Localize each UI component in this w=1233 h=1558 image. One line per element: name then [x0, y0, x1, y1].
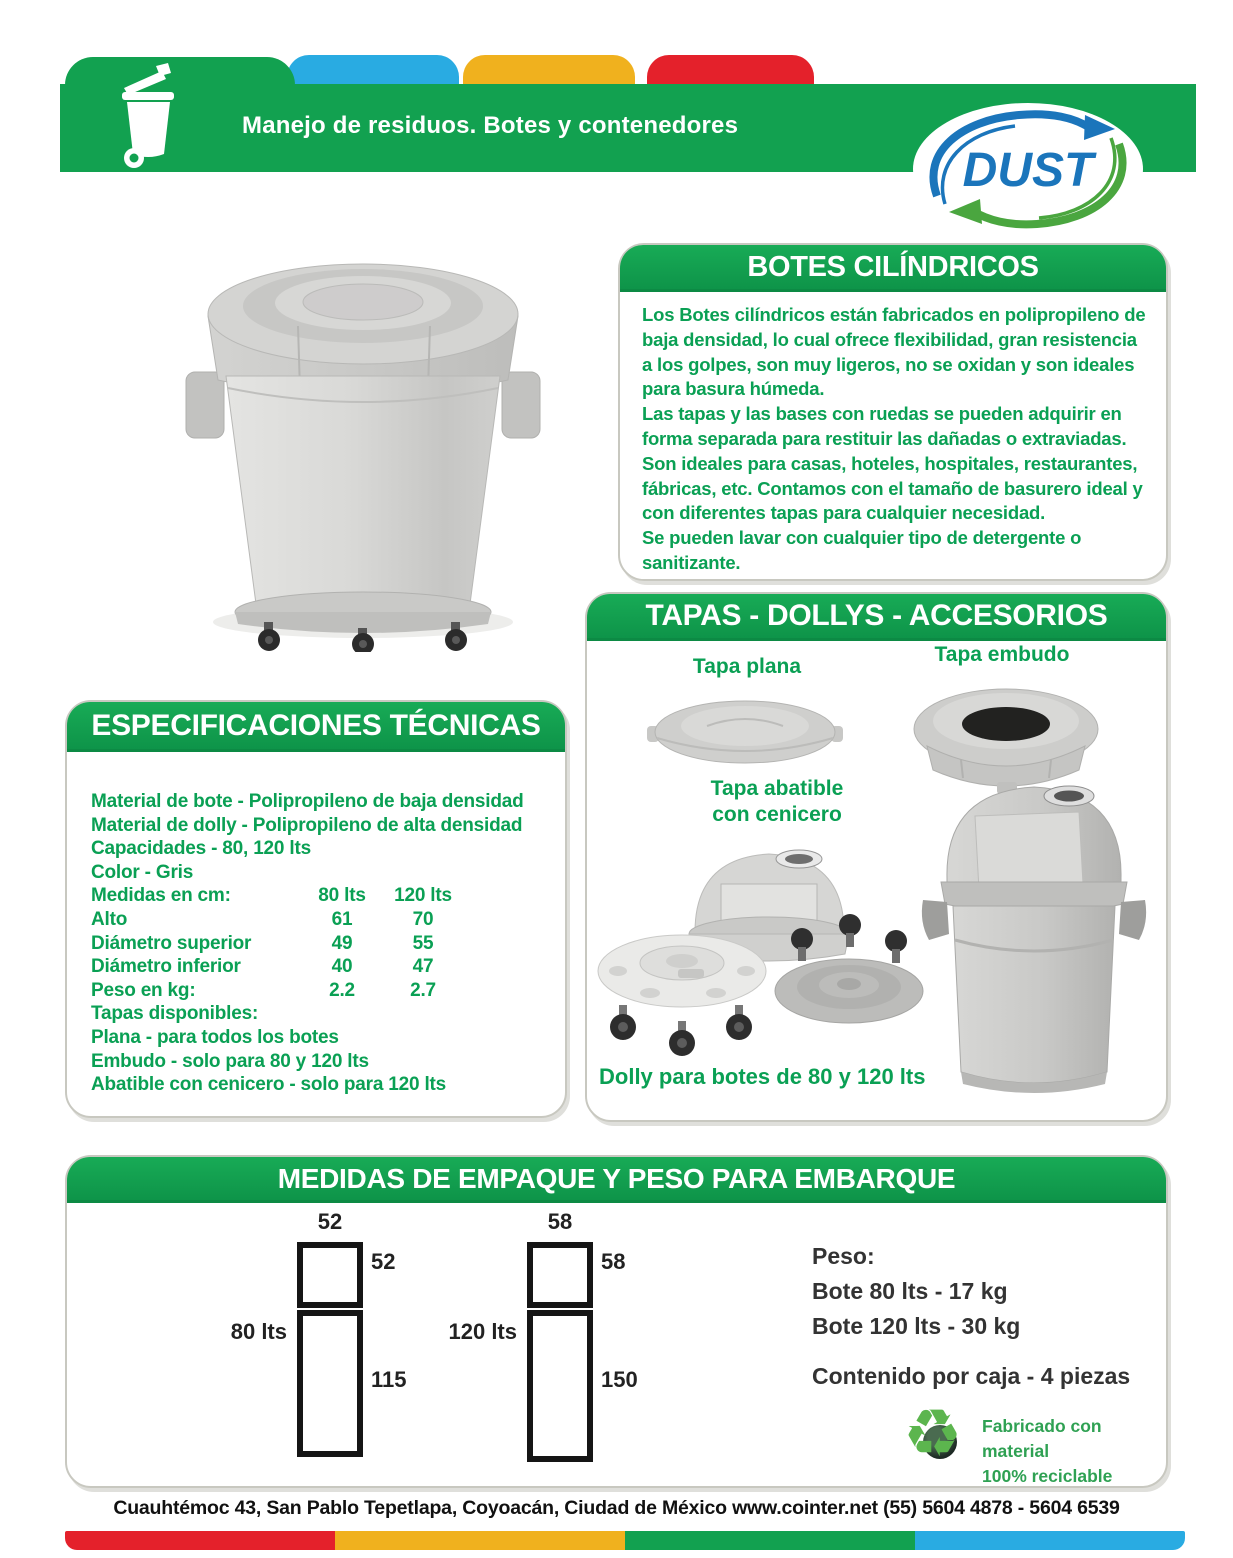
spec-table-row: Alto 61 70 [91, 908, 434, 930]
stripe-red [65, 1531, 335, 1550]
dust-logo-text: DUST [962, 144, 1094, 197]
medidas-empaque-panel [65, 1155, 1168, 1488]
dolly-white-image [592, 909, 772, 1082]
peso-title: Peso: [812, 1243, 875, 1269]
page-title: Manejo de residuos. Botes y contenedores [242, 112, 739, 139]
box2-lid-diagram [527, 1242, 593, 1308]
medidas-empaque-title: MEDIDAS DE EMPAQUE Y PESO PARA EMBARQUE [67, 1157, 1166, 1203]
spec-line: Material de bote - Polipropileno de baja densidad [91, 791, 524, 812]
box1-body-height: 115 [371, 1367, 407, 1392]
peso-line: Bote 120 lts - 30 kg [812, 1313, 1021, 1339]
especificaciones-body [67, 752, 565, 1097]
box1-capacity: 80 lts [230, 1319, 287, 1344]
spec-line: Plana - para todos los botes [91, 1026, 339, 1048]
box1-body-diagram [297, 1310, 363, 1457]
bote-con-tapa-abatible-image [917, 772, 1152, 1112]
cylindrical-bin-photo [148, 230, 578, 657]
spec-line: Tapas disponibles: [91, 1003, 259, 1025]
tapa-embudo-label: Tapa embudo [934, 643, 1070, 666]
botes-cilindricos-text [620, 292, 1166, 576]
box1-lid-diagram [297, 1242, 363, 1308]
stripe-green [625, 1531, 915, 1550]
tapas-dollys-panel [585, 592, 1168, 1122]
spec-line: Color - Gris [91, 861, 194, 883]
contenido-caja: Contenido por caja - 4 piezas [812, 1363, 1131, 1389]
tapa-plana-label: Tapa plana [692, 655, 802, 678]
paragraph: Los Botes cilíndricos están fabricados en polipropileno de baja densidad, lo cual ofrece flexibilidad, gran resistencia a los golpes, son muy ligeros, no se oxidan y son ideales para basura húmeda. [642, 304, 1146, 400]
tapa-abatible-label: Tapa abatible con cenicero [710, 777, 844, 826]
tapa-plana-image [645, 686, 845, 779]
box2-body-height: 150 [601, 1367, 638, 1392]
spec-table-header: Medidas en cm: 80 lts 120 lts [91, 885, 452, 907]
spec-line: Embudo - solo para 80 y 120 lts [91, 1050, 369, 1072]
box2-top-height: 58 [601, 1249, 626, 1274]
dolly-label: Dolly para botes de 80 y 120 lts [599, 1064, 926, 1089]
spec-line: Capacidades - 80, 120 lts [91, 838, 311, 860]
dust-logo [903, 100, 1153, 243]
dolly-gray-flipped-image [772, 899, 927, 1059]
recyclable-note: Fabricado con material 100% reciclable [982, 1416, 1113, 1486]
box2-body-diagram [527, 1310, 593, 1462]
spec-table-row: Diámetro inferior 40 47 [91, 956, 434, 978]
especificaciones-panel [65, 700, 567, 1118]
box1-top-width: 52 [317, 1209, 343, 1234]
spec-line: Abatible con cenicero - solo para 120 lts [91, 1074, 447, 1096]
tapas-dollys-title: TAPAS - DOLLYS - ACCESORIOS [587, 594, 1166, 641]
paragraph: Son ideales para casas, hoteles, hospitales, restaurantes, fábricas, etc. Contamos con el tamaño de basurero ideal y con diferentes tapas para cualquier necesidad. [642, 452, 1143, 524]
waste-bin-icon [104, 62, 192, 173]
footer-stripe [65, 1531, 1185, 1550]
botes-cilindricos-panel [618, 243, 1168, 581]
footer-address: Cuauhtémoc 43, San Pablo Tepetlapa, Coyoacán, Ciudad de México www.cointer.net (55) 5604 4878 - 5604 6539 [113, 1497, 1120, 1519]
box2-top-width: 58 [547, 1209, 573, 1234]
box2-capacity: 120 lts [448, 1319, 517, 1344]
box1-top-height: 52 [371, 1249, 396, 1274]
paragraph: Se pueden lavar con cualquier tipo de detergente o sanitizante. [642, 527, 1082, 573]
spec-table-row: Diámetro superior 49 55 [91, 932, 434, 954]
peso-block [812, 1239, 1020, 1344]
paragraph: Las tapas y las bases con ruedas se pueden adquirir en forma separada para restituir las dañadas o extraviadas. [642, 403, 1127, 449]
peso-line: Bote 80 lts - 17 kg [812, 1278, 1008, 1304]
spec-table-row: Peso en kg: 2.2 2.7 [91, 979, 436, 1001]
spec-line: Material de dolly - Polipropileno de alta densidad [91, 814, 523, 836]
stripe-blue [915, 1531, 1185, 1550]
especificaciones-title: ESPECIFICACIONES TÉCNICAS [67, 702, 565, 752]
botes-cilindricos-title: BOTES CILÍNDRICOS [620, 245, 1166, 292]
stripe-yellow [335, 1531, 625, 1550]
recycle-icon: ♻ [903, 1396, 963, 1470]
